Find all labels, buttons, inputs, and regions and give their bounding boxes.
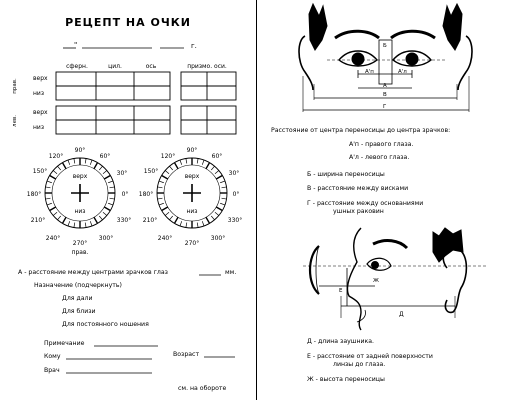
dial-tick <box>170 216 173 220</box>
dial-tick <box>180 160 182 165</box>
right-ear <box>458 36 472 90</box>
fig1-label-a: А <box>383 83 387 89</box>
dial-tick <box>53 171 57 174</box>
dial-tick <box>74 223 75 228</box>
right-temple-hair <box>443 4 462 50</box>
dial-tick <box>63 217 67 223</box>
dial-tick <box>158 187 163 188</box>
fig1-label-g: Г <box>383 104 387 110</box>
dial-tick <box>58 216 61 220</box>
left-temple-hair <box>309 4 327 50</box>
axis-dial-left[interactable] <box>45 158 115 228</box>
def-a-right: А'п - правого глаза. <box>349 141 414 148</box>
def-b: Б - ширина переносицы <box>307 171 385 178</box>
dial-tick <box>216 176 222 180</box>
fig1-label-v: В <box>383 92 387 98</box>
dial-right-bottom: низ <box>186 208 198 215</box>
row-upper-left: верх <box>33 109 48 116</box>
def-v: В - расстояние между висками <box>307 185 409 192</box>
fig1-label-a-right: А'п <box>365 69 374 75</box>
angle-label: 210° <box>142 217 158 224</box>
angle-label: 90° <box>186 147 198 154</box>
dial-tick <box>159 181 164 183</box>
angle-label: 270° <box>72 240 88 247</box>
row-group-left: лев. <box>12 115 18 127</box>
dial-tick <box>110 198 115 199</box>
page-title: РЕЦЕПТ НА ОЧКИ <box>65 16 191 29</box>
age-label: Возраст <box>173 351 200 358</box>
def-d: Д - длина заушника. <box>307 338 375 345</box>
fig1-label-b: Б <box>383 43 387 49</box>
angle-label: 60° <box>211 153 223 160</box>
note-label: Примечание <box>44 340 85 347</box>
side-profile-figure <box>303 228 487 330</box>
dial-tick <box>103 212 107 215</box>
profile-eye <box>367 258 391 270</box>
dial-tick <box>175 163 179 169</box>
dial-tick <box>47 203 52 205</box>
dial-tick <box>104 207 110 211</box>
prescription-form <box>0 0 256 400</box>
left-ear <box>299 36 313 90</box>
row-lower-right: низ <box>33 90 45 97</box>
angle-label: 180° <box>138 191 154 198</box>
axis-dial-right[interactable] <box>157 158 227 228</box>
measurement-guide <box>257 0 513 400</box>
date-quote: " <box>74 41 78 49</box>
dial-tick <box>47 181 52 183</box>
fig2-label-e: Е <box>339 288 343 294</box>
angle-label: 180° <box>26 191 42 198</box>
dial-tick <box>104 176 110 180</box>
purpose-near[interactable]: Для близи <box>62 308 96 315</box>
dial-tick <box>197 159 198 164</box>
left-eyebrow <box>335 31 379 38</box>
purpose-constant[interactable]: Для постоянного ношения <box>62 321 149 328</box>
fig2-label-d: Д <box>399 311 404 318</box>
dial-tick <box>220 181 225 183</box>
dial-tick <box>90 160 92 165</box>
dial-tick <box>202 160 204 165</box>
dial-tick <box>206 163 210 169</box>
pupil-distance-unit: мм. <box>225 269 237 276</box>
dial-tick <box>94 163 98 169</box>
dial-tick <box>63 163 67 169</box>
fig1-label-a-left: А'л <box>398 69 407 75</box>
dial-tick <box>110 187 115 188</box>
angle-label: 0° <box>121 191 129 198</box>
dial-tick <box>175 217 179 223</box>
left-eye-table[interactable] <box>56 106 236 134</box>
profile-eyebrow <box>373 241 407 248</box>
dial-tick <box>220 203 225 205</box>
pupil-distance-label: А - расстояние между центрами зрачков глаз <box>18 269 168 276</box>
dial-left-top: верх <box>72 173 88 180</box>
dial-tick <box>90 221 92 226</box>
def-e: Е - расстояние от задней поверхности линзы до глаза. <box>307 353 433 368</box>
angle-label: 150° <box>143 168 159 175</box>
dial-tick <box>68 221 70 226</box>
to-whom-label: Кому <box>44 353 61 360</box>
dial-tick <box>46 187 51 188</box>
angle-label: 30° <box>116 170 128 177</box>
dial-tick <box>99 216 102 220</box>
def-zh: Ж - высота переносицы <box>307 376 385 383</box>
dial-tick <box>165 171 169 174</box>
angle-label: 150° <box>32 168 48 175</box>
col-header-sphere: сферн. <box>66 63 88 70</box>
def-a-left: А'л - левого глаза. <box>349 154 410 161</box>
doctor-label: Врач <box>44 367 60 374</box>
dial-right-top: верх <box>184 173 200 180</box>
angle-label: 330° <box>116 217 132 224</box>
dial-tick <box>215 212 219 215</box>
dial-left-bottom: низ <box>74 208 86 215</box>
dial-tick <box>162 207 168 211</box>
see-reverse-note: см. на обороте <box>178 385 227 392</box>
dial-tick <box>46 198 51 199</box>
dial-tick <box>170 166 173 170</box>
dial-tick <box>165 212 169 215</box>
measurement-guide-page <box>257 0 513 400</box>
dial-tick <box>68 160 70 165</box>
purpose-distance[interactable]: Для дали <box>62 295 93 302</box>
dial-tick <box>53 212 57 215</box>
lens <box>310 246 319 294</box>
dial-tick <box>74 159 75 164</box>
dial-tick <box>186 223 187 228</box>
dial-tick <box>197 223 198 228</box>
angle-label: 300° <box>210 235 226 242</box>
dial-tick <box>162 176 168 180</box>
angle-label: 330° <box>227 217 243 224</box>
angle-label: 120° <box>160 153 176 160</box>
face-profile-line <box>347 228 361 330</box>
col-header-prism: призмо. оси. <box>187 63 227 70</box>
row-upper-right: верх <box>33 75 48 82</box>
fig2-label-zh: Ж <box>373 278 379 284</box>
angle-label: 120° <box>48 153 64 160</box>
dial-right-eye-caption: прав. <box>71 249 89 256</box>
dial-tick <box>186 159 187 164</box>
date-suffix: г. <box>191 42 197 50</box>
dial-tick <box>58 166 61 170</box>
right-eye-table[interactable] <box>56 72 236 100</box>
dial-tick <box>211 166 214 170</box>
dial-tick <box>202 221 204 226</box>
prescription-page <box>0 0 256 400</box>
dial-tick <box>99 166 102 170</box>
dial-tick <box>222 187 227 188</box>
dial-tick <box>50 176 56 180</box>
row-lower-left: низ <box>33 124 45 131</box>
right-eyebrow <box>391 31 435 38</box>
row-group-right: прав. <box>12 78 18 94</box>
dial-tick <box>158 198 163 199</box>
angle-label: 240° <box>45 235 61 242</box>
left-pupil <box>352 53 364 65</box>
dial-tick <box>108 203 113 205</box>
angle-label: 90° <box>74 147 86 154</box>
dial-tick <box>85 223 86 228</box>
angle-label: 240° <box>157 235 173 242</box>
dial-tick <box>216 207 222 211</box>
dial-tick <box>108 181 113 183</box>
angle-label: 300° <box>98 235 114 242</box>
right-pupil <box>406 53 418 65</box>
dial-tick <box>159 203 164 205</box>
dial-tick <box>50 207 56 211</box>
dial-tick <box>103 171 107 174</box>
dial-tick <box>211 216 214 220</box>
col-header-axis: ось <box>145 63 157 70</box>
purpose-heading: Назначение (подчеркнуть) <box>34 282 122 289</box>
dial-tick <box>215 171 219 174</box>
def-g: Г - расстояние между основаниями ушных раковин <box>307 200 424 215</box>
profile-hair <box>433 228 463 262</box>
dial-tick <box>222 198 227 199</box>
dial-tick <box>206 217 210 223</box>
angle-label: 60° <box>99 153 111 160</box>
dial-tick <box>94 217 98 223</box>
angle-label: 30° <box>228 170 240 177</box>
angle-label: 270° <box>184 240 200 247</box>
profile-pupil <box>372 262 379 269</box>
distance-heading: Расстояние от центра переносицы до центра зрачков: <box>271 127 451 134</box>
angle-label: 210° <box>30 217 46 224</box>
dial-tick <box>180 221 182 226</box>
col-header-cyl: цил. <box>108 63 122 70</box>
angle-label: 0° <box>232 191 240 198</box>
dial-tick <box>85 159 86 164</box>
